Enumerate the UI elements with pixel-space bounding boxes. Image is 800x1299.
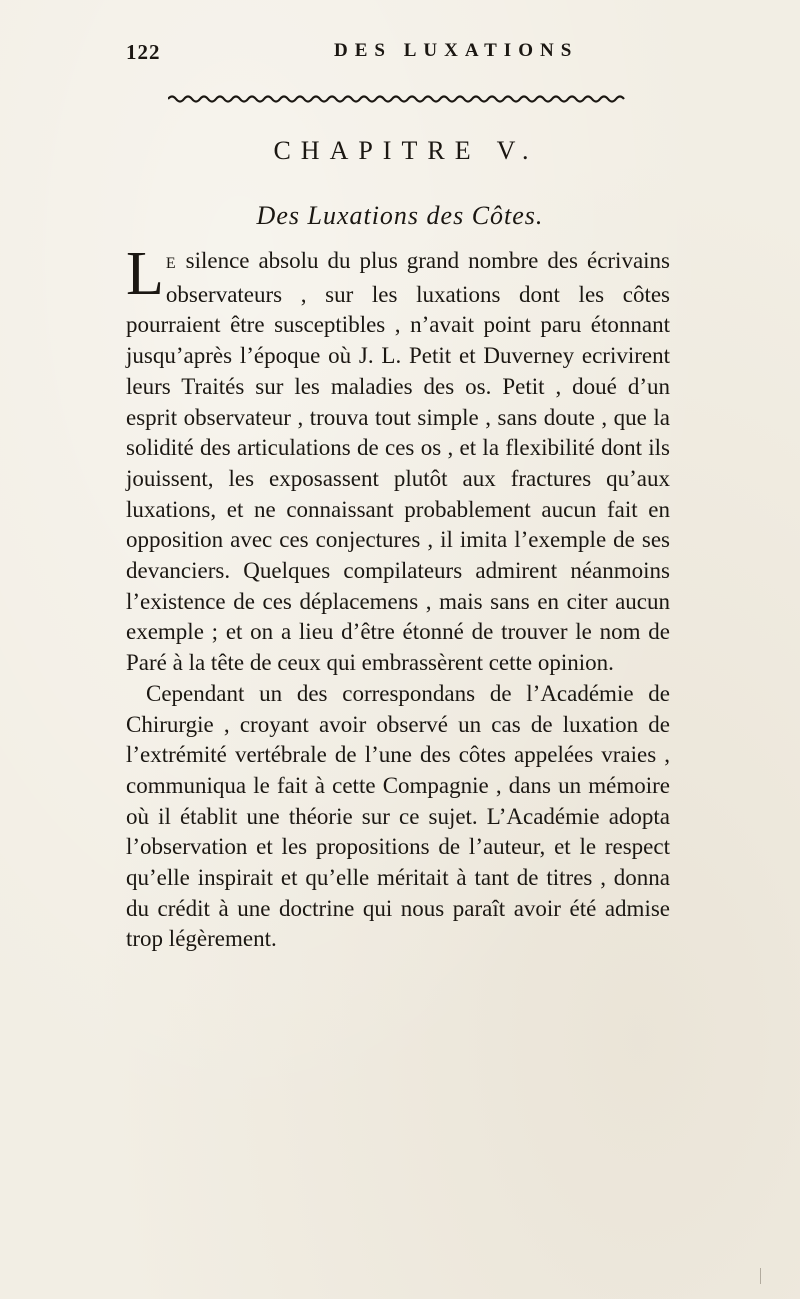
paragraph-1 [126, 240, 670, 679]
chapter-subtitle: Des Luxations des Côtes. [256, 201, 544, 230]
drop-cap: L [126, 240, 164, 308]
body-text [126, 240, 670, 955]
paragraph-2-text: Cependant un des correspondans de l’Académie de Chirurgie , croyant avoir observé un cas de luxation de l’extrémité vertébrale de l’une des côtes appelées vraies , communiqua le fait à cette Compagnie , dans un mémoire où il établit une théorie sur ce sujet. L’Académie adopta l’observation et les propositions de l’auteur, et le respect qu’elle inspirait et qu’elle méritait à tant de titres , donna du crédit à une doctrine qui nous paraît avoir été admise trop légèrement. [126, 680, 670, 952]
paragraph-1-text: silence absolu du plus grand nombre des écrivains observateurs , sur les luxations dont les côtes pourraient être susceptibles , n’avait point paru étonnant jusqu’après l’époque où J. L. Petit et Duverney ecrivirent leurs Traités sur les maladies des os. Petit , doué d’un esprit observateur , trouva tout simple , sans doute , que la solidité des articulations de ces os , et la flexibilité dont ils jouissent, les exposassent plutôt aux fractures qu’aux luxations, et ne connaissant probablement aucun fait en opposition avec ces conjectures , il imita l’exemple de ses devanciers. Quelques compilateurs admirent néanmoins l’existence de ces déplacemens , mais sans en citer aucun exemple ; et on a lieu d’être étonné de trouver le nom de Paré à la tête de ceux qui embrassèrent cette opinion. [126, 248, 670, 676]
chapter-title: CHAPITRE V. [273, 136, 539, 165]
paragraph-2 [126, 679, 670, 955]
decorative-rule-ornament [168, 92, 626, 106]
running-title: DES LUXATIONS [334, 40, 579, 61]
margin-mark [760, 1268, 765, 1284]
lead-small-caps: E [165, 255, 177, 272]
running-head [126, 40, 671, 68]
page-number: 122 [126, 40, 161, 64]
